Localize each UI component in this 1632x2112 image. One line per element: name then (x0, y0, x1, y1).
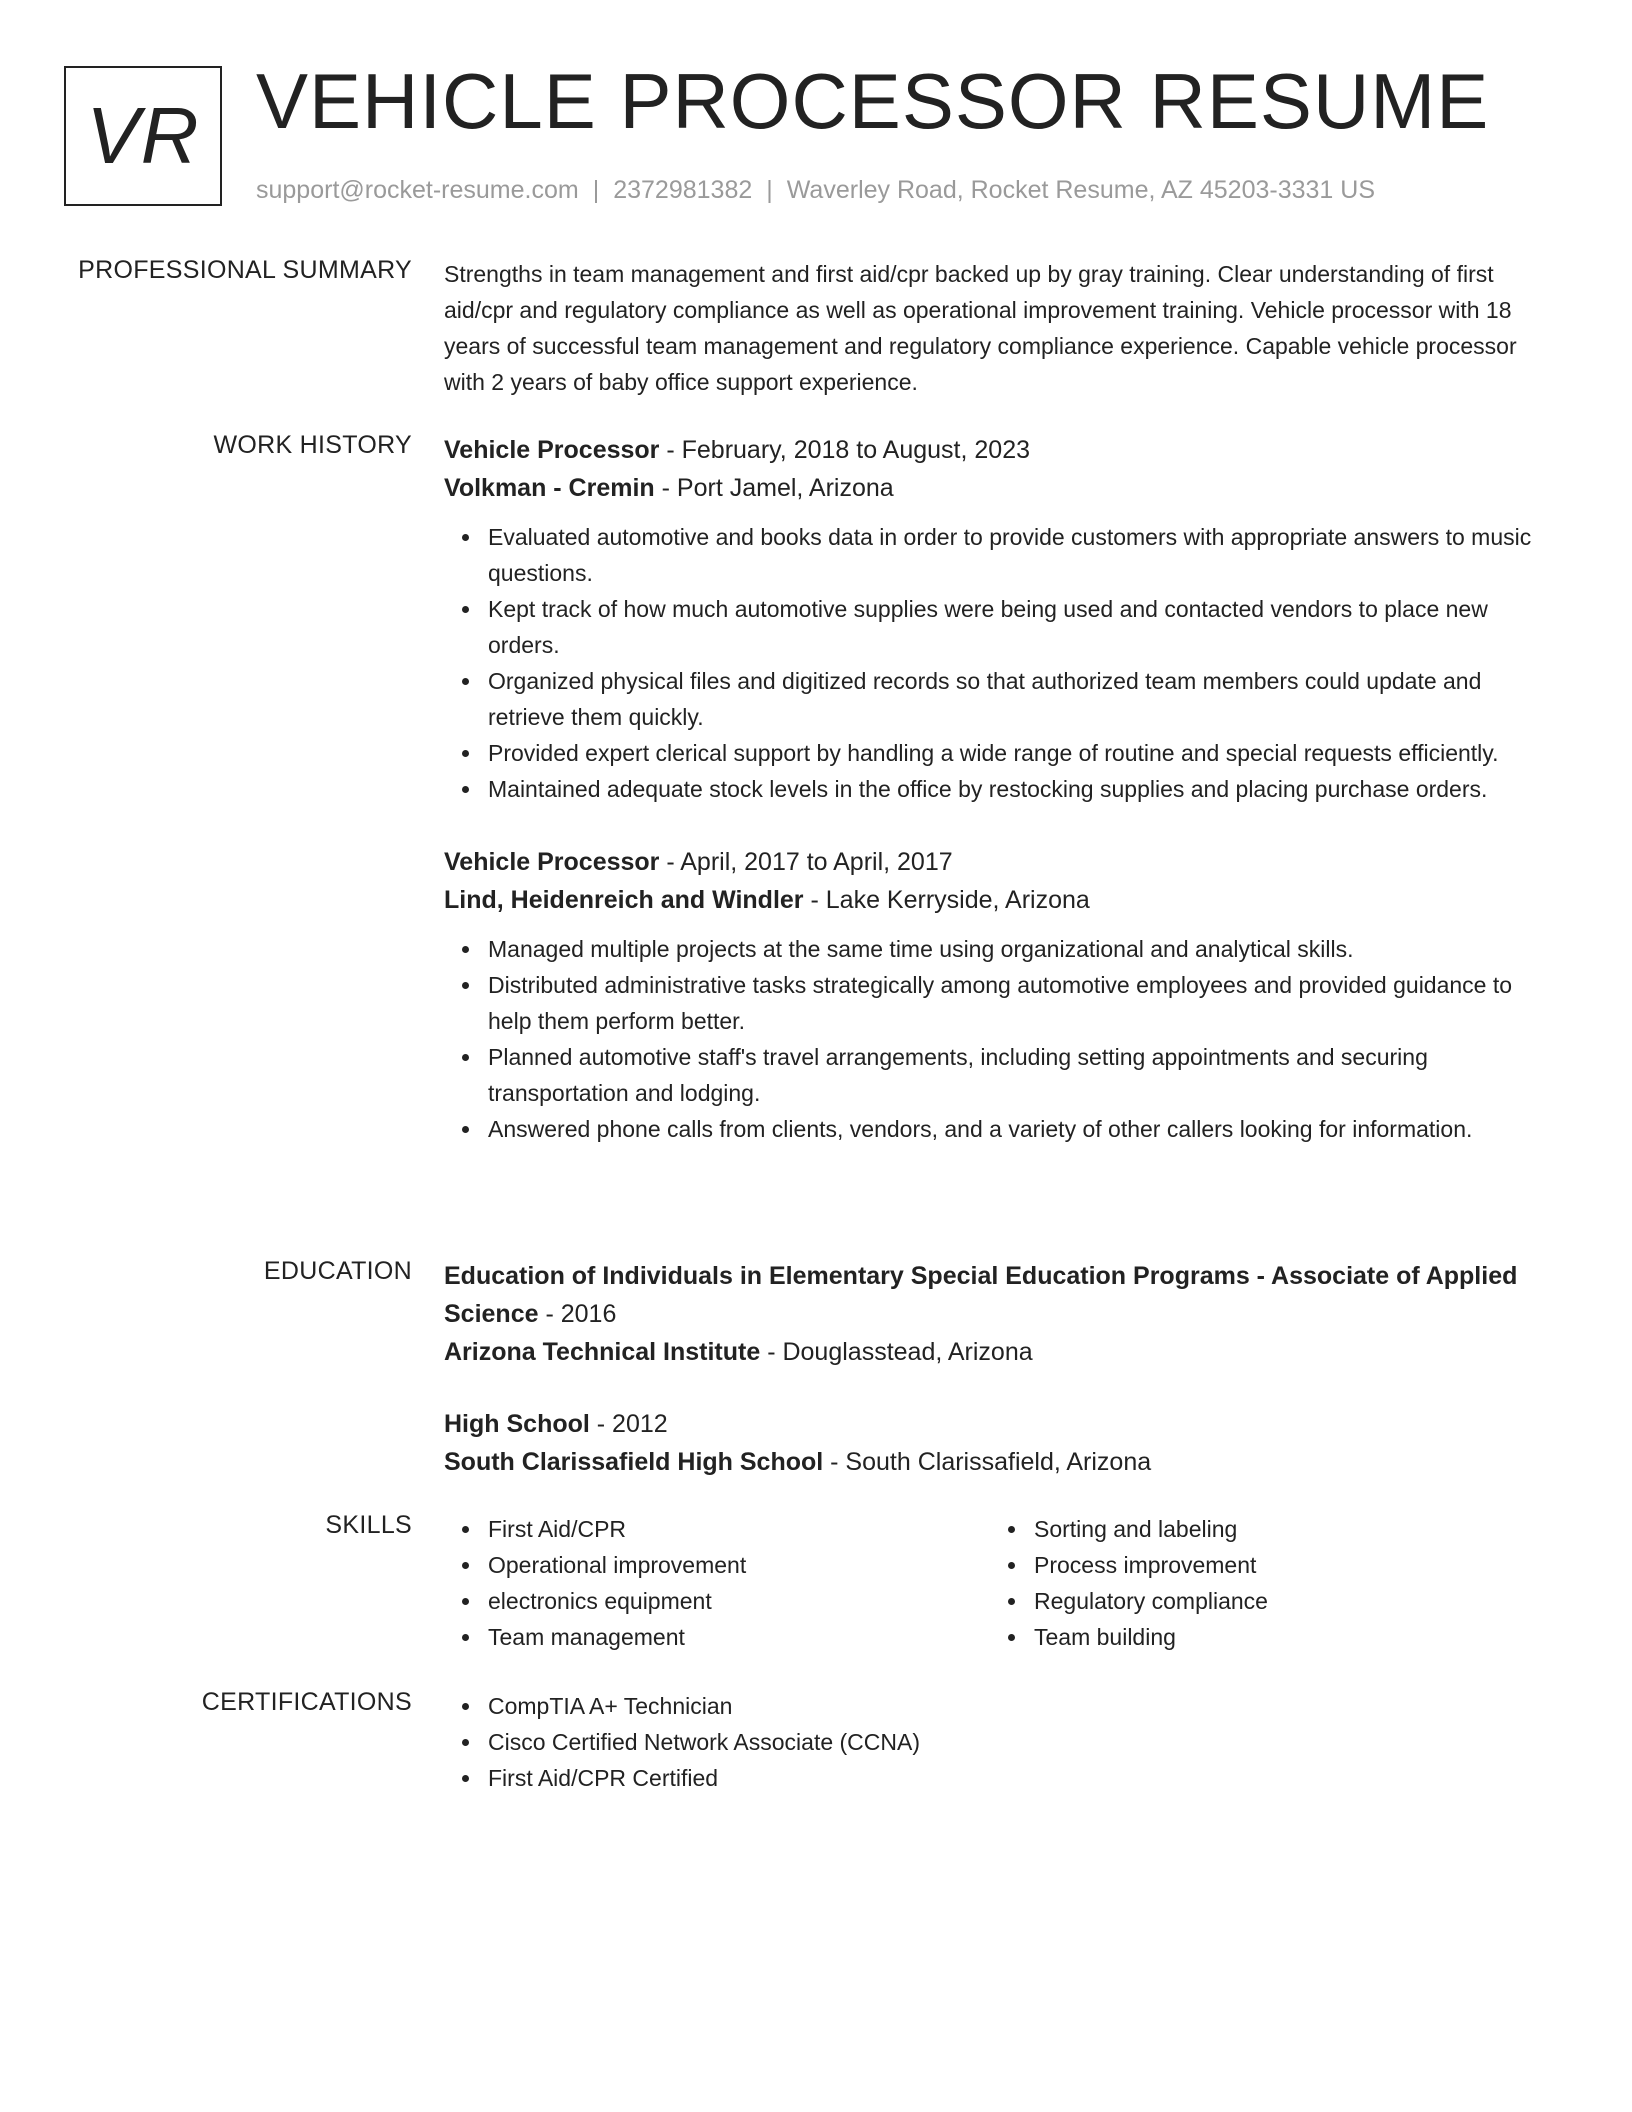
work-history-body (444, 431, 1560, 1147)
education-degree-line (444, 1257, 1560, 1333)
education-degree: High School (444, 1410, 590, 1438)
education-school: Arizona Technical Institute (444, 1338, 761, 1366)
skills-column (444, 1511, 990, 1655)
skill-item: Team building (1034, 1619, 1268, 1655)
skill-item: First Aid/CPR (488, 1511, 990, 1547)
skills-column (990, 1511, 1268, 1655)
skill-item: Sorting and labeling (1034, 1511, 1268, 1547)
certification-item: CompTIA A+ Technician (488, 1688, 1560, 1724)
job-company: Lind, Heidenreich and Windler (444, 886, 804, 914)
contact-email[interactable]: support@rocket-resume.com (256, 176, 579, 204)
education-body (444, 1257, 1560, 1481)
job-entry (444, 843, 1560, 1147)
job-location: - Lake Kerryside, Arizona (803, 886, 1090, 914)
certification-item: Cisco Certified Network Associate (CCNA) (488, 1724, 1560, 1760)
certification-item: First Aid/CPR Certified (488, 1760, 1560, 1796)
education-location: - Douglasstead, Arizona (760, 1338, 1033, 1366)
education-school: South Clarissafield High School (444, 1448, 824, 1476)
work-history-heading: WORK HISTORY (213, 431, 412, 459)
education-location: - South Clarissafield, Arizona (823, 1448, 1152, 1476)
skills-heading: SKILLS (325, 1511, 412, 1539)
certifications-heading: CERTIFICATIONS (201, 1688, 412, 1716)
job-company: Volkman - Cremin (444, 474, 655, 502)
job-dates: - April, 2017 to April, 2017 (659, 848, 953, 876)
job-company-line (444, 881, 1560, 919)
job-bullets (444, 519, 1560, 807)
job-bullet: Answered phone calls from clients, vendors, and a variety of other callers looking for information. (488, 1111, 1560, 1147)
skill-item: Regulatory compliance (1034, 1583, 1268, 1619)
education-heading: EDUCATION (263, 1257, 412, 1285)
skills-body (444, 1511, 1560, 1655)
job-bullet: Planned automotive staff's travel arrangements, including setting appointments and securing transportation and lodging. (488, 1039, 1560, 1111)
job-bullet: Provided expert clerical support by handling a wide range of routine and special requests efficiently. (488, 735, 1560, 771)
page-title: VEHICLE PROCESSOR RESUME (256, 57, 1490, 145)
education-degree-line (444, 1405, 1560, 1443)
job-bullet: Maintained adequate stock levels in the office by restocking supplies and placing purchase orders. (488, 771, 1560, 807)
summary-text: Strengths in team management and first aid/cpr backed up by gray training. Clear understanding of first aid/cpr and regulatory compliance as well as operational improvement training. Vehicle processor with 18 years of successful team management and regulatory compliance experience. Capable vehicle processor with 2 years of baby office support experience. (444, 261, 1517, 395)
job-entry (444, 431, 1560, 807)
skill-item: Team management (488, 1619, 990, 1655)
skill-item: Operational improvement (488, 1547, 990, 1583)
job-bullet: Evaluated automotive and books data in order to provide customers with appropriate answers to music questions. (488, 519, 1560, 591)
job-bullet: Kept track of how much automotive supplies were being used and contacted vendors to place new orders. (488, 591, 1560, 663)
education-year: - 2016 (538, 1300, 617, 1328)
summary-body (444, 256, 1560, 400)
education-school-line (444, 1443, 1560, 1481)
skill-item: Process improvement (1034, 1547, 1268, 1583)
contact-line (256, 176, 1375, 205)
job-title: Vehicle Processor (444, 436, 660, 464)
job-location: - Port Jamel, Arizona (654, 474, 894, 502)
job-title-line (444, 431, 1560, 469)
job-bullet: Distributed administrative tasks strategically among automotive employees and provided guidance to help them perform better. (488, 967, 1560, 1039)
job-company-line (444, 469, 1560, 507)
job-dates: - February, 2018 to August, 2023 (659, 436, 1031, 464)
contact-address: Waverley Road, Rocket Resume, AZ 45203-3331 US (786, 176, 1376, 204)
skills-list (990, 1511, 1268, 1655)
contact-separator: | (766, 176, 773, 204)
job-title: Vehicle Processor (444, 848, 660, 876)
contact-separator: | (592, 176, 600, 204)
education-entry (444, 1257, 1560, 1371)
job-bullet: Organized physical files and digitized records so that authorized team members could update and retrieve them quickly. (488, 663, 1560, 735)
education-school-line (444, 1333, 1560, 1371)
skill-item: electronics equipment (488, 1583, 990, 1619)
certifications-body (444, 1688, 1560, 1796)
education-year: - 2012 (589, 1410, 668, 1438)
skills-list (444, 1511, 990, 1655)
education-degree: Education of Individuals in Elementary Special Education Programs - Associate of Applied Science (444, 1262, 1518, 1328)
certifications-list (444, 1688, 1560, 1796)
job-bullet: Managed multiple projects at the same time using organizational and analytical skills. (488, 931, 1560, 967)
monogram-logo: VR (64, 66, 222, 206)
job-title-line (444, 843, 1560, 881)
summary-heading: PROFESSIONAL SUMMARY (78, 256, 412, 284)
contact-phone[interactable]: 2372981382 (613, 176, 753, 204)
job-bullets (444, 931, 1560, 1147)
education-entry (444, 1405, 1560, 1481)
